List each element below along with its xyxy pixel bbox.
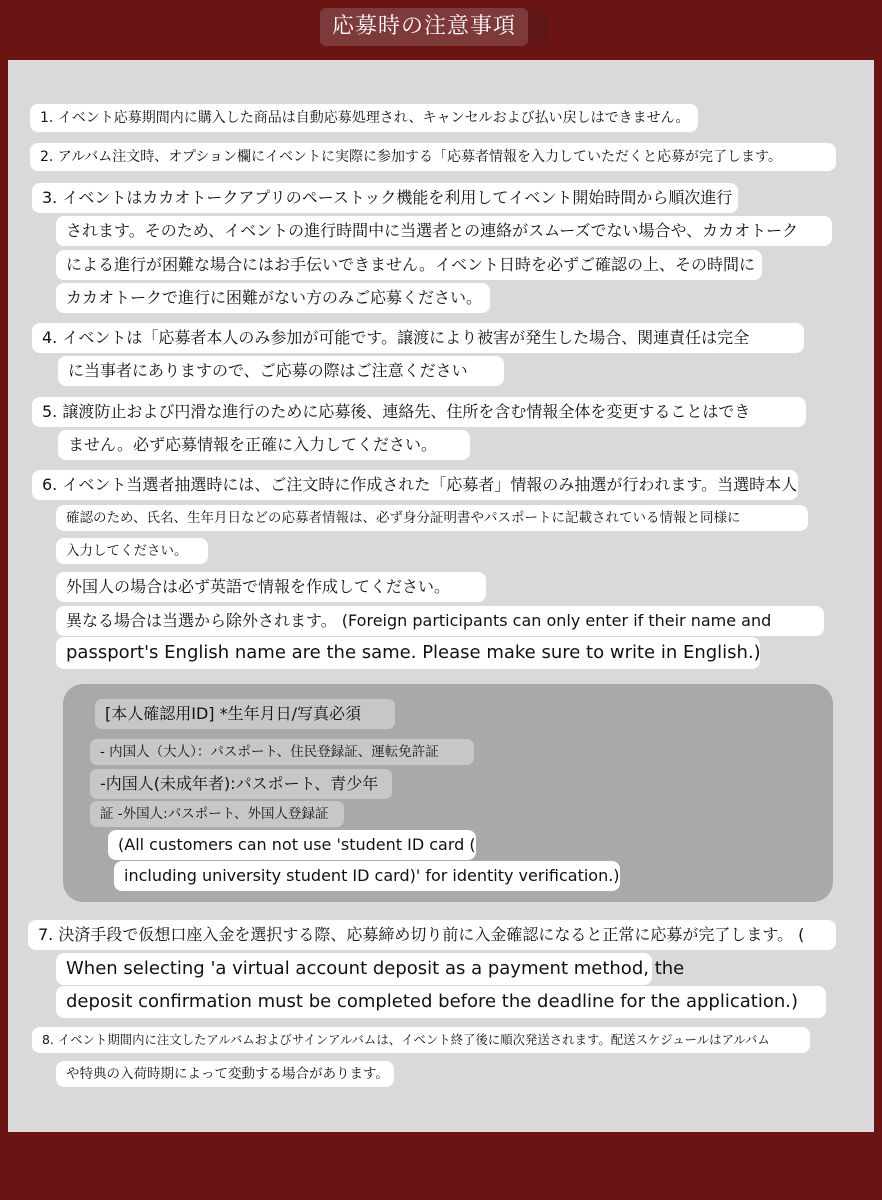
notice-3-line-3: による進行が困難な場合にはお手伝いできません。イベント日時を必ずご確認の上、その時間に bbox=[56, 250, 762, 280]
header-bar bbox=[0, 0, 882, 60]
notice-4-line-2: に当事者にありますので、ご応募の際はご注意ください bbox=[58, 356, 504, 386]
notice-6-line-5: 異なる場合は当選から除外されます。 (Foreign participants can only enter if their name and bbox=[56, 606, 824, 636]
id-line-student-card-2: including university student ID card)' for identity verification.) bbox=[114, 861, 620, 891]
notice-6-line-6: passport's English name are the same. Please make sure to write in English.) bbox=[56, 637, 760, 669]
notice-3-line-2: されます。そのため、イベントの進行時間中に当選者との連絡がスムーズでない場合や、カカオトーク bbox=[56, 216, 832, 246]
id-line-domestic-adult: - 内国人（大人）：パスポート、住民登録証、運転免許証 bbox=[90, 739, 474, 765]
title-shadow bbox=[528, 10, 548, 44]
notice-8-line-2: や特典の入荷時期によって変動する場合があります。 bbox=[56, 1061, 394, 1087]
notice-6-line-4: 外国人の場合は必ず英語で情報を作成してください。 bbox=[56, 572, 486, 602]
notice-6-line-1: 6. イベント当選者抽選時には、ご注文時に作成された「応募者」情報のみ抽選が行われます。当選時本人 bbox=[32, 470, 798, 500]
notice-6-line-2: 確認のため、氏名、生年月日などの応募者情報は、必ず身分証明書やパスポートに記載されている情報と同様に bbox=[56, 505, 808, 531]
notice-7-line-3: deposit confirmation must be completed before the deadline for the application.) bbox=[56, 986, 826, 1018]
notice-4-line-1: 4. イベントは「応募者本人のみ参加が可能です。譲渡により被害が発生した場合、関連責任は完全 bbox=[32, 323, 804, 353]
footer-bar bbox=[0, 1132, 882, 1200]
notice-7-line-2: When selecting 'a virtual account deposit as a payment method, the bbox=[56, 953, 652, 985]
notice-7-line-1: 7. 決済手段で仮想口座入金を選択する際、応募締め切り前に入金確認になると正常に応募が完了します。 ( bbox=[28, 920, 836, 950]
notice-5-line-2: ません。必ず応募情報を正確に入力してください。 bbox=[58, 430, 470, 460]
id-line-student-card-1: (All customers can not use 'student ID card ( bbox=[108, 830, 476, 860]
notice-6-line-3: 入力してください。 bbox=[56, 538, 208, 564]
page-title: 応募時の注意事項 bbox=[320, 8, 528, 46]
notice-1: 1. イベント応募期間内に購入した商品は自動応募処理され、キャンセルおよび払い戻しはできません。 bbox=[30, 104, 698, 132]
id-line-domestic-minor: -内国人(未成年者):パスポート、青少年 bbox=[90, 769, 392, 799]
notice-3-line-1: 3. イベントはカカオトークアプリのペーストック機能を利用してイベント開始時間から順次進行 bbox=[32, 183, 738, 213]
notice-2: 2. アルバム注文時、オプション欄にイベントに実際に参加する「応募者情報を入力していただくと応募が完了します。 bbox=[30, 143, 836, 171]
notice-8-line-1: 8. イベント期間内に注文したアルバムおよびサインアルバムは、イベント終了後に順次発送されます。配送スケジュールはアルバム bbox=[32, 1027, 810, 1053]
notice-3-line-4: カカオトークで進行に困難がない方のみご応募ください。 bbox=[56, 283, 490, 313]
id-line-foreigner: 証 -外国人:パスポート、外国人登録証 bbox=[90, 801, 344, 827]
notice-5-line-1: 5. 譲渡防止および円滑な進行のために応募後、連絡先、住所を含む情報全体を変更することはでき bbox=[32, 397, 806, 427]
id-box-title: [本人確認用ID] *生年月日/写真必須 bbox=[95, 699, 395, 729]
